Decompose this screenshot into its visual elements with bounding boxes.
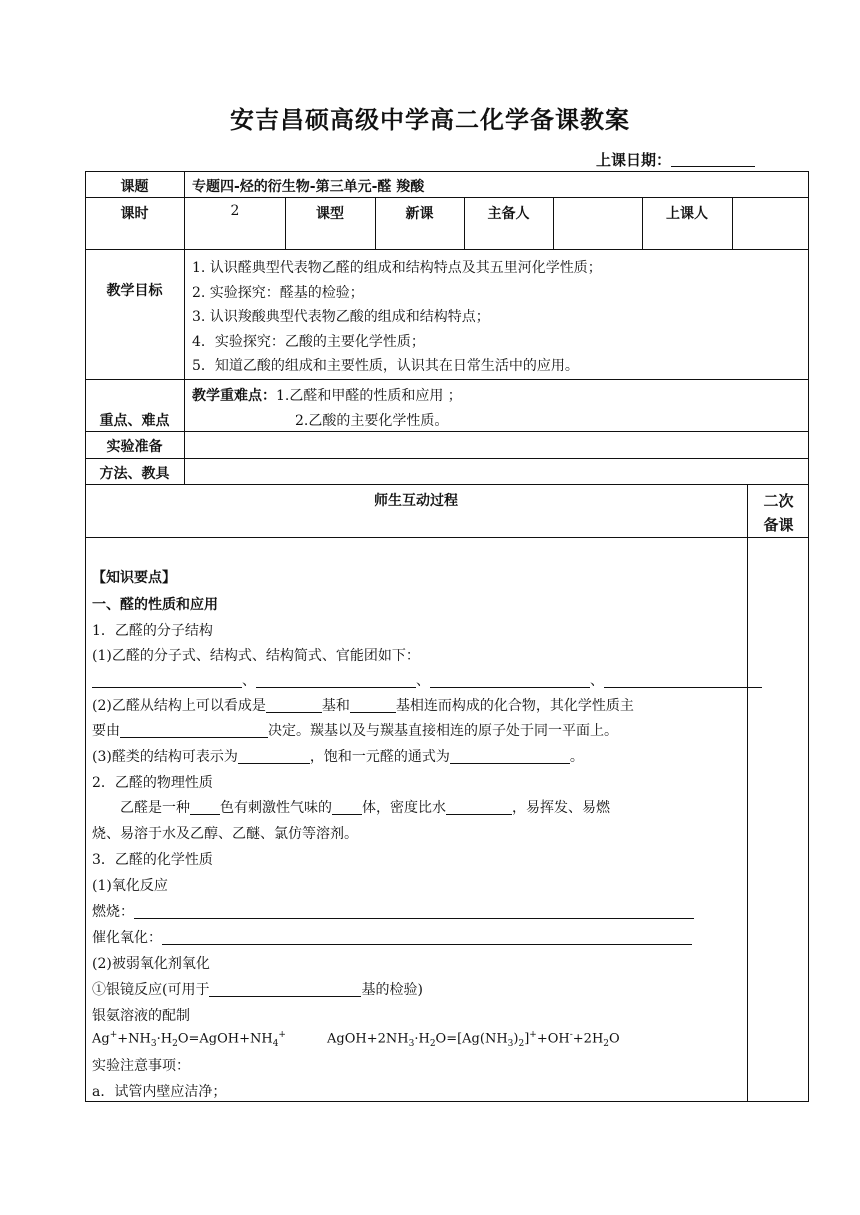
key-points-label: 重点、难点 [99, 413, 170, 429]
section-heading: 一、醛的性质和应用 [92, 597, 218, 613]
blank[interactable] [450, 749, 570, 764]
paragraph: 银氨溶液的配制 [92, 1008, 190, 1024]
subscript: 3 [408, 1038, 415, 1049]
blank[interactable] [92, 673, 242, 688]
method-value[interactable] [186, 460, 806, 483]
prep-teacher-value[interactable] [554, 199, 642, 247]
subscript: 3 [507, 1038, 514, 1049]
text: ·H [414, 1031, 430, 1047]
class-teacher-label: 上课人 [666, 206, 708, 222]
blank[interactable] [350, 698, 396, 713]
blank[interactable] [430, 673, 590, 688]
blank[interactable] [238, 749, 310, 764]
text: O=AgOH+NH [177, 1031, 273, 1047]
text: (2)乙醛从结构上可以看成是 [92, 698, 266, 714]
text: +OH [536, 1031, 570, 1047]
blank[interactable] [190, 800, 220, 815]
text: O=[Ag(NH [435, 1031, 508, 1047]
second-prep-header-line: 备课 [763, 516, 794, 534]
superscript: - [569, 1030, 573, 1040]
second-prep-header-line: 二次 [763, 492, 794, 510]
goal-item: 5．知道乙酸的组成和主要性质，认识其在日常生活中的应用。 [192, 358, 579, 374]
blank[interactable] [256, 673, 416, 688]
goals-list [192, 256, 602, 379]
blank[interactable] [266, 698, 322, 713]
row-divider [85, 458, 809, 459]
type-value: 新课 [405, 206, 434, 222]
topic-value: 专题四-烃的衍生物-第三单元-醛 羧酸 [192, 179, 425, 195]
text: 基相连而构成的化合物，其化学性质主 [395, 698, 634, 714]
row-divider [85, 379, 809, 380]
text: +2H [572, 1031, 604, 1047]
text: Ag [92, 1031, 110, 1047]
row-divider [85, 484, 809, 485]
period-value: 2 [230, 203, 240, 219]
blank[interactable] [134, 904, 694, 919]
lab-prep-label: 实验准备 [106, 439, 163, 455]
superscript: + [529, 1030, 537, 1040]
text: ，饱和一元醛的通式为 [309, 749, 450, 765]
text: 决定。羰基以及与羰基直接相连的原子处于同一平面上。 [268, 723, 618, 739]
blank[interactable] [209, 982, 361, 997]
text: 乙醛是一种 [120, 800, 190, 816]
text: 催化氧化： [92, 930, 162, 946]
text: 基的检验) [361, 982, 423, 998]
text: ) [513, 1031, 519, 1047]
topic-label: 课题 [120, 179, 149, 195]
superscript: + [278, 1030, 286, 1040]
goal-item: 3. 认识羧酸典型代表物乙酸的组成和结构特点； [192, 309, 490, 325]
key-point-item: 2.乙酸的主要化学性质。 [295, 413, 449, 429]
superscript: + [109, 1030, 118, 1040]
text: ] [524, 1031, 530, 1047]
fill-line-burn [92, 901, 694, 921]
subscript: 4 [272, 1038, 279, 1049]
subscript: 3 [150, 1038, 157, 1049]
equation [92, 1030, 286, 1049]
goal-item: 1. 认识醛典型代表物乙醛的组成和结构特点及其五里河化学性质； [192, 260, 602, 276]
text: O [609, 1031, 620, 1047]
paragraph [92, 720, 618, 740]
process-header: 师生互动过程 [374, 493, 458, 509]
second-prep-header [748, 489, 809, 537]
subsection-heading: 3．乙醛的化学性质 [92, 852, 213, 868]
paragraph: (2)被弱氧化剂氧化 [92, 956, 210, 972]
paragraph [92, 695, 634, 715]
row-divider [85, 431, 809, 432]
period-label: 课时 [120, 206, 149, 222]
goals-label: 教学目标 [106, 283, 163, 299]
text: AgOH+2NH [327, 1031, 409, 1047]
class-date-label: 上课日期： [596, 151, 672, 169]
key-points-title: 教学重难点： [192, 388, 276, 404]
blank[interactable] [446, 800, 512, 815]
lab-prep-value[interactable] [186, 433, 806, 457]
text: 体，密度比水 [362, 800, 446, 816]
row-divider [85, 197, 809, 198]
class-date-blank[interactable] [671, 152, 755, 167]
knowledge-heading: 【知识要点】 [92, 570, 176, 586]
subsection-heading: 2．乙醛的物理性质 [92, 775, 213, 791]
subscript: 2 [429, 1038, 436, 1049]
text: +NH [117, 1031, 151, 1047]
separator: 、 [416, 673, 430, 689]
method-label: 方法、教具 [99, 466, 170, 482]
blank[interactable] [162, 930, 692, 945]
text: ①银镜反应(可用于 [92, 982, 210, 998]
paragraph [120, 797, 610, 817]
subscript: 2 [518, 1038, 525, 1049]
text: 基和 [321, 698, 350, 714]
key-points-1 [192, 385, 462, 405]
prep-teacher-label: 主备人 [487, 206, 530, 222]
class-date [596, 149, 755, 170]
separator: 、 [242, 673, 256, 689]
paragraph: 烧、易溶于水及乙醇、乙醚、氯仿等溶剂。 [92, 826, 358, 842]
class-teacher-value[interactable] [733, 199, 808, 247]
text: ，易挥发、易燃 [512, 800, 610, 816]
paragraph [92, 746, 584, 766]
text: 燃烧： [92, 904, 134, 920]
paragraph: (1)氧化反应 [92, 878, 168, 894]
row-divider [85, 249, 809, 250]
subsection-heading: 1．乙醛的分子结构 [92, 623, 213, 639]
separator: 、 [590, 673, 604, 689]
col-divider [747, 484, 748, 1102]
goal-item: 2. 实验探究：醛基的检验； [192, 284, 364, 301]
blank[interactable] [604, 673, 762, 688]
text: 色有刺激性气味的 [220, 800, 332, 816]
fill-line-catalytic [92, 927, 692, 947]
row-divider [85, 537, 809, 538]
paragraph [92, 979, 423, 999]
key-point-item: 1.乙醛和甲醛的性质和应用 ； [276, 388, 462, 404]
paragraph: a．试管内壁应洁净； [92, 1084, 227, 1100]
text: 。 [569, 749, 584, 765]
equation [327, 1030, 620, 1049]
blank[interactable] [332, 800, 362, 815]
subscript: 2 [603, 1038, 610, 1049]
fill-line-structures [92, 670, 762, 690]
goal-item: 4．实验探究：乙酸的主要化学性质； [192, 333, 425, 350]
type-label: 课型 [316, 206, 344, 222]
page-title: 安吉昌硕高级中学高二化学备课教案 [230, 106, 630, 134]
text: (3)醛类的结构可表示为 [92, 749, 238, 765]
subscript: 2 [172, 1038, 178, 1049]
blank[interactable] [120, 723, 268, 738]
paragraph: 实验注意事项： [92, 1058, 190, 1074]
text: ·H [156, 1031, 173, 1047]
text: 要由 [92, 723, 120, 739]
paragraph: (1)乙醛的分子式、结构式、结构简式、官能团如下： [92, 648, 420, 664]
